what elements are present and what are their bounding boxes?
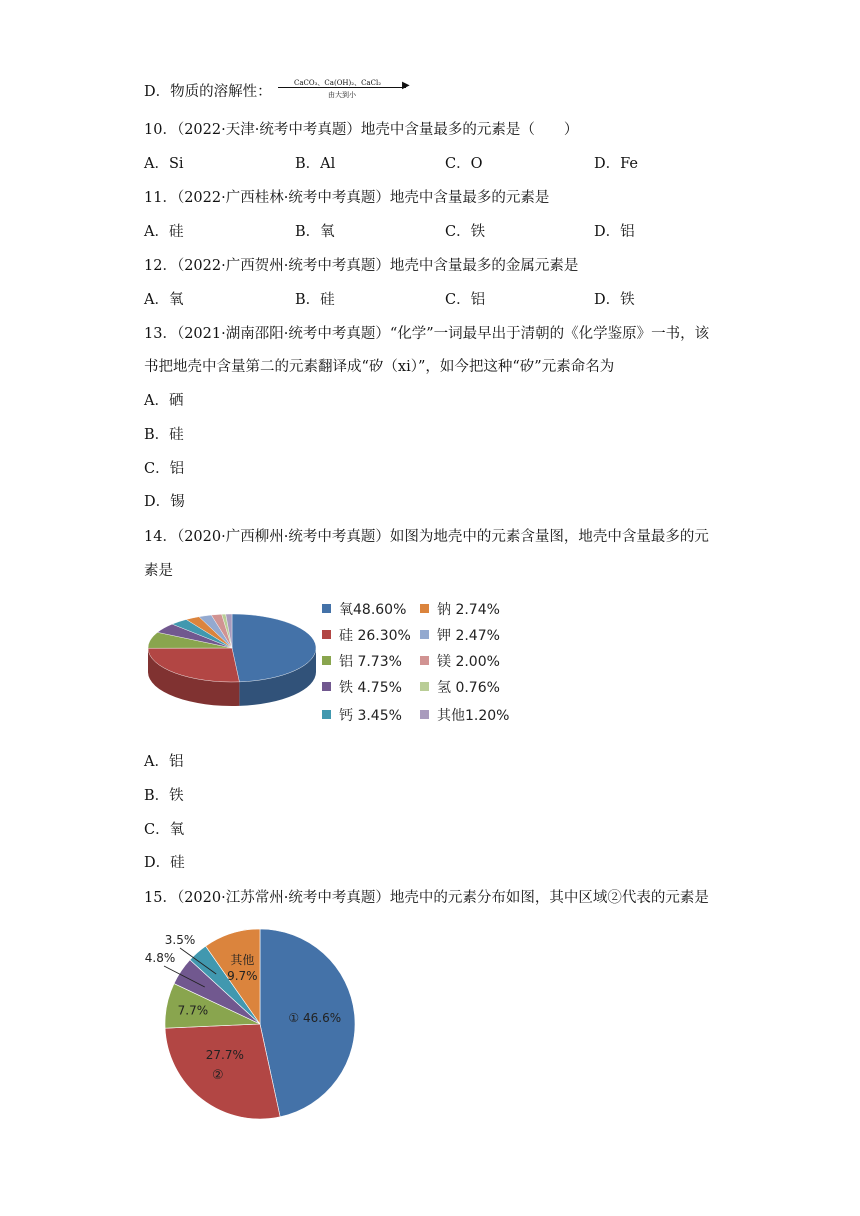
q10-stem: 10．（2022·天津·统考中考真题）地壳中含量最多的元素是（ ） (144, 122, 579, 138)
q10-option-c[interactable]: C．O (445, 156, 483, 172)
q11-stem: 11．（2022·广西桂林·统考中考真题）地壳中含量最多的元素是 (144, 190, 550, 206)
legend-swatch (322, 682, 331, 691)
legend-swatch (420, 604, 429, 613)
arrow-bottom-label: 由大到小 (328, 91, 356, 99)
legend-swatch (420, 656, 429, 665)
legend-label: 其他1.20% (437, 708, 510, 724)
q10-option-d[interactable]: D．Fe (594, 156, 638, 172)
q11-option-d[interactable]: D．铝 (594, 224, 635, 240)
legend-label: 铝 7.73% (339, 654, 402, 670)
pie-label: 4.8% (144, 951, 176, 965)
arrow-head-icon: ▶ (402, 80, 410, 91)
legend-swatch (420, 630, 429, 639)
legend-item (322, 677, 402, 697)
q11-option-a[interactable]: A．硅 (144, 224, 184, 240)
pie-label: 9.7% (227, 968, 258, 983)
q14-option-d[interactable]: D．硅 (144, 855, 185, 871)
pie-label: ① 46.6% (288, 1011, 342, 1026)
legend-item (322, 705, 402, 725)
q9-option-d-text: D．物质的溶解性： (144, 84, 272, 100)
q11-option-b[interactable]: B．氧 (295, 224, 335, 240)
legend-item (420, 677, 500, 697)
legend-label: 钾 2.47% (437, 628, 500, 644)
legend-swatch (420, 682, 429, 691)
legend-item (322, 651, 402, 671)
arrow-top-label: CaCO₃、Ca(OH)₂、CaCl₂ (294, 79, 382, 87)
q13-stem-line1: 13．（2021·湖南邵阳·统考中考真题）“化学”一词最早出于清朝的《化学鉴原》一书，该 (144, 326, 710, 342)
q14-stem-line2: 素是 (144, 563, 173, 579)
legend-label: 硅 26.30% (339, 628, 411, 644)
pie-label: 27.7% (205, 1048, 244, 1063)
legend-swatch (322, 630, 331, 639)
legend-item (420, 625, 500, 645)
q10-option-a[interactable]: A．Si (144, 156, 184, 172)
legend-item (322, 625, 411, 645)
arrow-shaft (278, 87, 406, 88)
legend-swatch (420, 710, 429, 719)
pie-label: 7.7% (177, 1003, 209, 1018)
q13-option-b[interactable]: B．硅 (144, 427, 184, 443)
q10-option-b[interactable]: B．Al (295, 156, 336, 172)
pie-marker: ② (212, 1068, 224, 1084)
pie-label: 其他 (230, 952, 255, 967)
q12-option-c[interactable]: C．铝 (445, 292, 486, 308)
legend-label: 铁 4.75% (339, 680, 402, 696)
q14-option-b[interactable]: B．铁 (144, 788, 184, 804)
legend-swatch (322, 656, 331, 665)
legend-swatch (322, 604, 331, 613)
legend-item (322, 599, 406, 619)
q14-stem-line1: 14．（2020·广西柳州·统考中考真题）如图为地壳中的元素含量图，地壳中含量最多的元 (144, 529, 709, 545)
legend-label: 氢 0.76% (437, 680, 500, 696)
q13-option-c[interactable]: C．铝 (144, 461, 185, 477)
q13-option-a[interactable]: A．硒 (144, 393, 184, 409)
q11-option-c[interactable]: C．铁 (445, 224, 486, 240)
legend-label: 钙 3.45% (339, 708, 402, 724)
q15-stem: 15．（2020·江苏常州·统考中考真题）地壳中的元素分布如图，其中区域②代表的元素是 (144, 890, 709, 906)
legend-item (420, 651, 500, 671)
legend-item (420, 705, 509, 725)
q12-stem: 12．（2022·广西贺州·统考中考真题）地壳中含量最多的金属元素是 (144, 258, 579, 274)
solubility-arrow (278, 78, 413, 100)
q12-option-a[interactable]: A．氧 (144, 292, 184, 308)
legend-label: 镁 2.00% (437, 654, 500, 670)
q14-option-a[interactable]: A．铝 (144, 754, 184, 770)
pie-label: 3.5% (164, 933, 196, 947)
q9-option-d (144, 80, 272, 101)
q14-pie-chart (140, 600, 320, 718)
legend-item (420, 599, 500, 619)
q12-option-b[interactable]: B．硅 (295, 292, 335, 308)
q12-option-d[interactable]: D．铁 (594, 292, 635, 308)
legend-label: 氧48.60% (339, 602, 407, 618)
q15-pie-chart (140, 920, 380, 1130)
q13-stem-line2: 书把地壳中含量第二的元素翻译成“矽（xi）”，如今把这种“矽”元素命名为 (144, 359, 615, 375)
q13-option-d[interactable]: D．锡 (144, 494, 185, 510)
legend-swatch (322, 710, 331, 719)
q14-option-c[interactable]: C．氧 (144, 822, 185, 838)
legend-label: 钠 2.74% (437, 602, 500, 618)
